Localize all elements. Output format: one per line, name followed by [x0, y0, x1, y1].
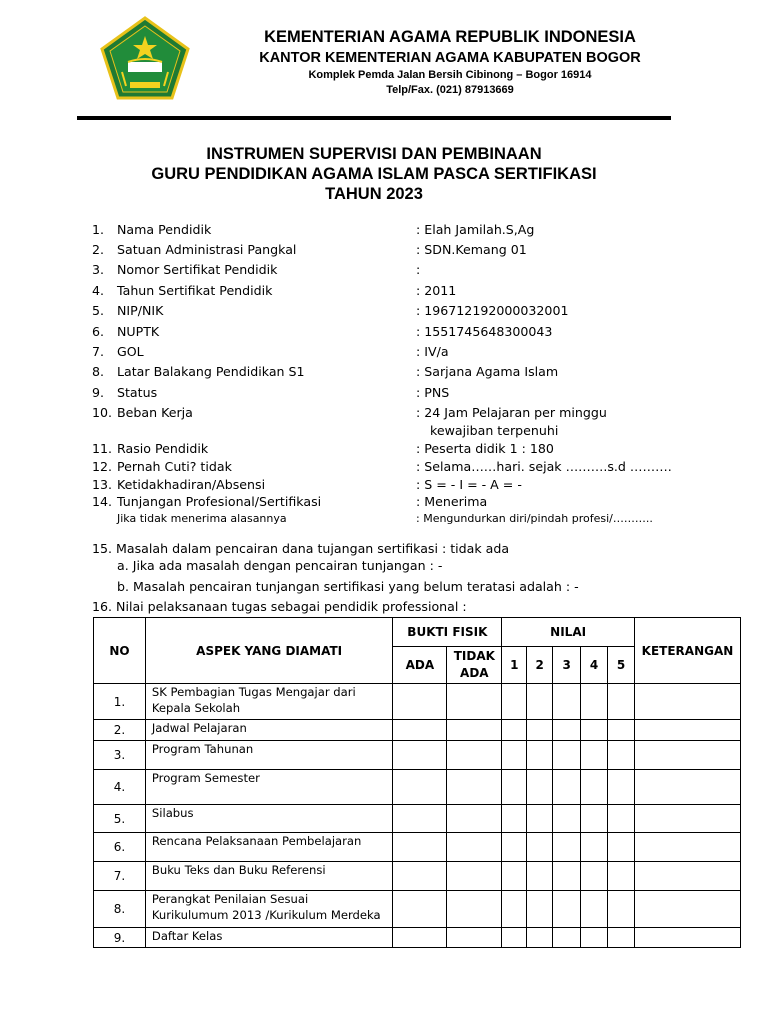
- field-value: : Elah Jamilah.S,Ag: [416, 222, 535, 237]
- keterangan-cell[interactable]: [634, 770, 740, 805]
- field-label: Tunjangan Profesional/Sertifikasi: [117, 494, 322, 509]
- field-label: NIP/NIK: [117, 303, 164, 318]
- col-aspek-header: ASPEK YANG DIAMATI: [145, 618, 393, 684]
- field-number: 7.: [92, 344, 105, 359]
- score-cell[interactable]: [502, 770, 527, 805]
- score-cell[interactable]: [608, 720, 635, 741]
- score-cell[interactable]: [502, 928, 527, 948]
- score-4-header: 4: [581, 647, 608, 684]
- field-label: Latar Balakang Pendidikan S1: [117, 364, 305, 379]
- table-row: [94, 928, 741, 948]
- field-value: : S = - I = - A = -: [416, 477, 522, 492]
- score-2-header: 2: [527, 647, 553, 684]
- score-cell[interactable]: [608, 741, 635, 770]
- keterangan-cell[interactable]: [634, 928, 740, 948]
- col-keterangan-header: KETERANGAN: [634, 618, 740, 684]
- keterangan-cell[interactable]: [634, 833, 740, 862]
- bukti-cell[interactable]: [447, 833, 502, 862]
- field-value: : PNS: [416, 385, 450, 400]
- score-cell[interactable]: [608, 684, 635, 720]
- score-cell[interactable]: [527, 720, 553, 741]
- field-value: kewajiban terpenuhi: [430, 423, 559, 438]
- header-address: Komplek Pemda Jalan Bersih Cibinong – Bogor 16914: [308, 69, 592, 81]
- score-cell[interactable]: [581, 891, 608, 928]
- table-row: [94, 770, 741, 805]
- field-value: :: [416, 262, 421, 277]
- field-label: Tahun Sertifikat Pendidik: [117, 283, 273, 298]
- field-number: 4.: [92, 283, 105, 298]
- score-cell[interactable]: [527, 741, 553, 770]
- field-label: GOL: [117, 344, 144, 359]
- field-value: : Mengundurkan diri/pindah profesi/………..: [416, 512, 653, 525]
- field-label: NUPTK: [117, 324, 160, 339]
- header-divider: [77, 116, 671, 120]
- table-row: [94, 684, 741, 720]
- score-cell[interactable]: [581, 862, 608, 891]
- score-cell[interactable]: [502, 805, 527, 833]
- field-label: Status: [117, 385, 158, 400]
- bukti-cell[interactable]: [393, 891, 447, 928]
- doc-title-line2: GURU PENDIDIKAN AGAMA ISLAM PASCA SERTIFIKASI: [151, 165, 597, 183]
- keterangan-cell[interactable]: [634, 891, 740, 928]
- bukti-cell[interactable]: [393, 720, 447, 741]
- field-number: 6.: [92, 324, 105, 339]
- row-aspek: Rencana Pelaksanaan Pembelajaran: [145, 833, 393, 862]
- field-number: 1.: [92, 222, 105, 237]
- score-cell[interactable]: [581, 770, 608, 805]
- row-number: 1.: [94, 684, 146, 720]
- score-cell[interactable]: [581, 741, 608, 770]
- keterangan-cell[interactable]: [634, 862, 740, 891]
- score-cell[interactable]: [581, 805, 608, 833]
- bukti-cell[interactable]: [447, 720, 502, 741]
- score-cell[interactable]: [553, 741, 581, 770]
- field-label: Beban Kerja: [117, 405, 193, 420]
- row-number: 4.: [94, 770, 146, 805]
- score-cell[interactable]: [608, 805, 635, 833]
- score-3-header: 3: [553, 647, 581, 684]
- keterangan-cell[interactable]: [634, 720, 740, 741]
- field-number: 10.: [92, 405, 113, 420]
- table-row: [94, 720, 741, 741]
- bukti-cell[interactable]: [393, 862, 447, 891]
- field-value: : Selama……hari. sejak ……….s.d ……….: [416, 459, 672, 474]
- bukti-cell[interactable]: [447, 891, 502, 928]
- field-value: : 2011: [416, 283, 457, 298]
- keterangan-cell[interactable]: [634, 741, 740, 770]
- field-value: : IV/a: [416, 344, 449, 359]
- field-number: 12.: [92, 459, 113, 474]
- field-label: Ketidakhadiran/Absensi: [117, 477, 266, 492]
- header-phone: Telp/Fax. (021) 87913669: [386, 84, 514, 96]
- field-value: : Peserta didik 1 : 180: [416, 441, 554, 456]
- doc-title-line3: TAHUN 2023: [325, 185, 423, 203]
- row-aspek: Program Tahunan: [145, 741, 393, 770]
- score-cell[interactable]: [608, 862, 635, 891]
- score-cell[interactable]: [581, 833, 608, 862]
- item-15: 15. Masalah dalam pencairan dana tujangan sertifikasi : tidak ada: [92, 541, 510, 556]
- keterangan-cell[interactable]: [634, 805, 740, 833]
- score-cell[interactable]: [553, 720, 581, 741]
- row-aspek: Perangkat Penilaian Sesuai Kurikulumum 2013 /Kurikulum Merdeka: [145, 891, 393, 928]
- table-row: [94, 862, 741, 891]
- bukti-cell[interactable]: [393, 741, 447, 770]
- field-value: : Sarjana Agama Islam: [416, 364, 559, 379]
- score-cell[interactable]: [608, 928, 635, 948]
- field-label: Rasio Pendidik: [117, 441, 209, 456]
- row-aspek: SK Pembagian Tugas Mengajar dari Kepala Sekolah: [145, 684, 393, 720]
- score-cell[interactable]: [527, 805, 553, 833]
- row-number: 5.: [94, 805, 146, 833]
- score-cell[interactable]: [527, 684, 553, 720]
- table-row: [94, 741, 741, 770]
- header-office: KANTOR KEMENTERIAN AGAMA KABUPATEN BOGOR: [259, 50, 641, 66]
- col-ada-header: ADA: [393, 647, 447, 684]
- row-aspek: Program Semester: [145, 770, 393, 805]
- bukti-cell[interactable]: [393, 928, 447, 948]
- row-number: 7.: [94, 862, 146, 891]
- field-value: : 196712192000032001: [416, 303, 569, 318]
- field-number: 11.: [92, 441, 113, 456]
- keterangan-cell[interactable]: [634, 684, 740, 720]
- score-cell[interactable]: [527, 770, 553, 805]
- field-value: : 1551745648300043: [416, 324, 553, 339]
- row-aspek: Silabus: [145, 805, 393, 833]
- row-number: 6.: [94, 833, 146, 862]
- row-aspek: Buku Teks dan Buku Referensi: [145, 862, 393, 891]
- kemenag-logo: [100, 16, 190, 100]
- field-label: Satuan Administrasi Pangkal: [117, 242, 297, 257]
- row-number: 8.: [94, 891, 146, 928]
- field-value: : Menerima: [416, 494, 488, 509]
- bukti-cell[interactable]: [447, 928, 502, 948]
- score-cell[interactable]: [553, 770, 581, 805]
- row-number: 2.: [94, 720, 146, 741]
- table-row: [94, 891, 741, 928]
- field-number: 13.: [92, 477, 113, 492]
- score-cell[interactable]: [527, 928, 553, 948]
- score-cell[interactable]: [502, 741, 527, 770]
- row-aspek: Daftar Kelas: [145, 928, 393, 948]
- score-cell[interactable]: [581, 684, 608, 720]
- bukti-cell[interactable]: [447, 805, 502, 833]
- field-label: Nomor Sertifikat Pendidik: [117, 262, 278, 277]
- field-number: 9.: [92, 385, 105, 400]
- table-row: [94, 805, 741, 833]
- bukti-cell[interactable]: [447, 684, 502, 720]
- score-cell[interactable]: [553, 928, 581, 948]
- score-cell[interactable]: [502, 862, 527, 891]
- field-number: 3.: [92, 262, 105, 277]
- score-cell[interactable]: [608, 833, 635, 862]
- score-cell[interactable]: [527, 833, 553, 862]
- field-number: 8.: [92, 364, 105, 379]
- header-ministry: KEMENTERIAN AGAMA REPUBLIK INDONESIA: [264, 28, 636, 46]
- field-number: 14.: [92, 494, 113, 509]
- col-bukti-header: BUKTI FISIK: [393, 618, 502, 647]
- assessment-table: [93, 617, 741, 948]
- score-cell[interactable]: [502, 720, 527, 741]
- bukti-cell[interactable]: [447, 862, 502, 891]
- row-aspek: Jadwal Pelajaran: [145, 720, 393, 741]
- score-5-header: 5: [608, 647, 635, 684]
- field-label: Nama Pendidik: [117, 222, 212, 237]
- field-value: : 24 Jam Pelajaran per minggu: [416, 405, 607, 420]
- score-cell[interactable]: [581, 928, 608, 948]
- field-label: Jika tidak menerima alasannya: [117, 512, 287, 525]
- field-label: Pernah Cuti? tidak: [117, 459, 232, 474]
- score-cell[interactable]: [502, 891, 527, 928]
- field-number: 5.: [92, 303, 105, 318]
- row-number: 9.: [94, 928, 146, 948]
- score-cell[interactable]: [527, 891, 553, 928]
- bukti-cell[interactable]: [393, 833, 447, 862]
- score-cell[interactable]: [502, 833, 527, 862]
- col-nilai-header: NILAI: [502, 618, 635, 647]
- col-tidak-ada-header: TIDAK ADA: [447, 647, 502, 684]
- bukti-cell[interactable]: [447, 770, 502, 805]
- score-cell[interactable]: [553, 833, 581, 862]
- row-number: 3.: [94, 741, 146, 770]
- bukti-cell[interactable]: [393, 770, 447, 805]
- score-cell[interactable]: [502, 684, 527, 720]
- field-value: : SDN.Kemang 01: [416, 242, 527, 257]
- col-no-header: NO: [94, 618, 146, 684]
- score-cell[interactable]: [581, 720, 608, 741]
- score-cell[interactable]: [553, 891, 581, 928]
- score-cell[interactable]: [527, 862, 553, 891]
- score-cell[interactable]: [553, 862, 581, 891]
- doc-title-line1: INSTRUMEN SUPERVISI DAN PEMBINAAN: [206, 145, 542, 163]
- bukti-cell[interactable]: [447, 741, 502, 770]
- item-15a: a. Jika ada masalah dengan pencairan tunjangan : -: [117, 558, 443, 573]
- item-15b: b. Masalah pencairan tunjangan sertifikasi yang belum teratasi adalah : -: [117, 579, 579, 594]
- bukti-cell[interactable]: [393, 684, 447, 720]
- score-cell[interactable]: [608, 770, 635, 805]
- score-cell[interactable]: [608, 891, 635, 928]
- table-row: [94, 833, 741, 862]
- score-1-header: 1: [502, 647, 527, 684]
- item-16: 16. Nilai pelaksanaan tugas sebagai pendidik professional :: [92, 599, 467, 614]
- field-number: 2.: [92, 242, 105, 257]
- score-cell[interactable]: [553, 805, 581, 833]
- bukti-cell[interactable]: [393, 805, 447, 833]
- score-cell[interactable]: [553, 684, 581, 720]
